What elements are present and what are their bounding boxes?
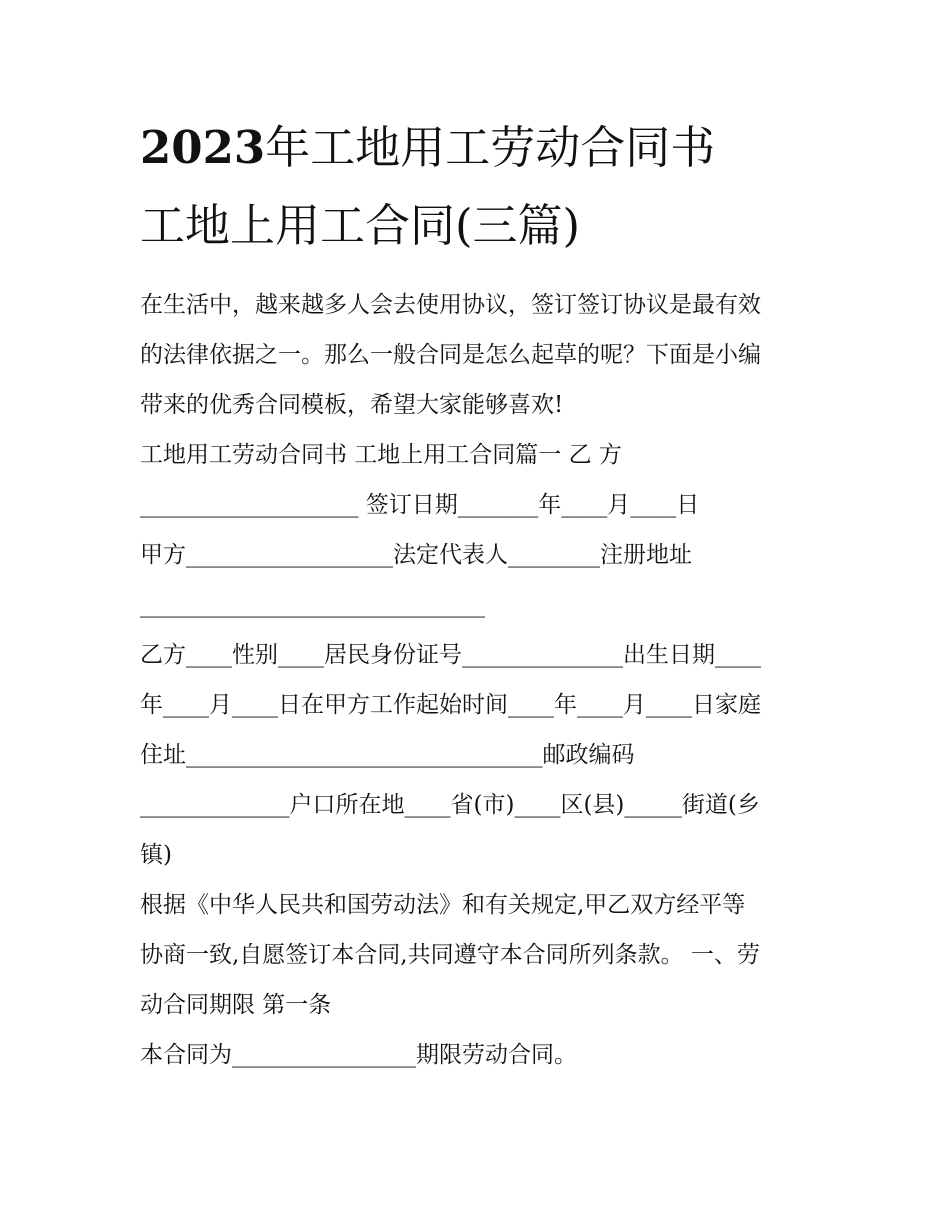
title-year: 2023: [140, 121, 266, 174]
body-line: _____________户口所在地____省(市)____区(县)_____街道(乡: [140, 792, 760, 818]
body-line: 年____月____日在甲方工作起始时间____年____月____日家庭: [140, 692, 761, 718]
body-line: 工地用工劳动合同书 工地上用工合同篇一 乙 方: [140, 442, 622, 468]
title-line-1-text: 年工地用工劳动合同书: [265, 121, 716, 174]
document-title-line-1: [140, 121, 840, 174]
body-line: 镇): [140, 842, 172, 868]
body-line: 协商一致,自愿签订本合同,共同遵守本合同所列条款。 一、劳: [140, 942, 760, 968]
body-line: 根据《中华人民共和国劳动法》和有关规定,甲乙双方经平等: [140, 892, 746, 918]
body-line: 本合同为________________期限劳动合同。: [140, 1042, 577, 1068]
body-line: 动合同期限 第一条: [140, 992, 332, 1018]
body-line: ___________________ 签订日期_______年____月____日: [140, 492, 700, 518]
body-line: 甲方__________________法定代表人________注册地址: [140, 542, 692, 568]
document-title-line-2: 工地上用工合同(三篇): [140, 199, 581, 252]
body-line: 乙方____性别____居民身份证号______________出生日期____: [140, 642, 761, 668]
body-line: 住址_______________________________邮政编码: [140, 742, 635, 768]
body-line: 的法律依据之一。那么一般合同是怎么起草的呢？下面是小编: [140, 342, 761, 368]
body-line: 带来的优秀合同模板，希望大家能够喜欢!: [140, 392, 564, 418]
body-line: 在生活中，越来越多人会去使用协议，签订签订协议是最有效: [140, 292, 761, 318]
document-body: [140, 280, 820, 1080]
body-line: ______________________________: [140, 592, 485, 618]
